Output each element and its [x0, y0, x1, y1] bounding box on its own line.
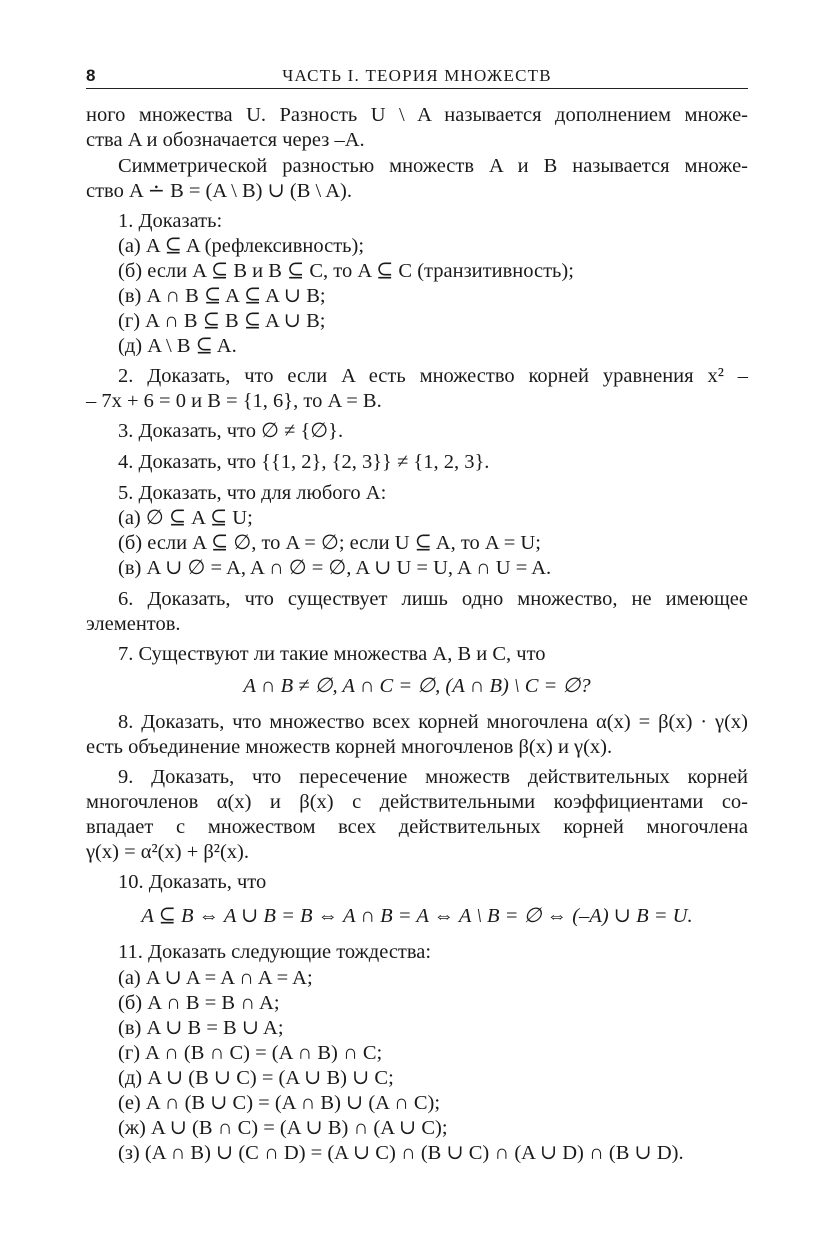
problem-text: 2. Доказать, что если A есть множество корней уравнения x² – — [118, 365, 748, 387]
problem-text: 10. Доказать, что — [118, 871, 267, 893]
running-header — [86, 64, 748, 89]
problem-heading: 5. Доказать, что для любого A: — [118, 482, 387, 504]
display-formula: A ⊆ B ⇔ A ∪ B = B ⇔ A ∩ B = A ⇔ A \ B = ∅ ⇔ (–A) ∪ B = U. — [141, 905, 693, 927]
problem-item: (а) A ∪ A = A ∩ A = A; — [118, 967, 313, 989]
running-head-title: ЧАСТЬ I. ТЕОРИЯ МНОЖЕСТВ — [282, 66, 552, 85]
problem-item: (в) A ∩ B ⊆ A ⊆ A ∪ B; — [118, 285, 326, 307]
problem-text: 8. Доказать, что множество всех корней многочлена α(x) = β(x) · γ(x) — [118, 711, 748, 733]
text-line: Симметрической разностью множеств A и B называется множе- — [118, 155, 748, 177]
problem-text: 9. Доказать, что пересечение множеств действительных корней — [118, 766, 748, 788]
problem-item: (б) A ∩ B = B ∩ A; — [118, 992, 280, 1014]
problem-text: есть объединение множеств корней многочленов β(x) и γ(x). — [86, 736, 613, 758]
problem-text: 3. Доказать, что ∅ ≠ {∅}. — [118, 420, 344, 442]
problem-text: многочленов α(x) и β(x) с действительными коэффициентами со- — [86, 791, 748, 813]
text-line: ство A ∸ B = (A \ B) ∪ (B \ A). — [86, 180, 352, 202]
problem-item: (з) (A ∩ B) ∪ (C ∩ D) = (A ∪ C) ∩ (B ∪ C) ∩ (A ∪ D) ∩ (B ∪ D). — [118, 1142, 684, 1164]
problem-item: (г) A ∩ (B ∩ C) = (A ∩ B) ∩ C; — [118, 1042, 383, 1064]
page-number: 8 — [86, 66, 96, 85]
problem-item: (г) A ∩ B ⊆ B ⊆ A ∪ B; — [118, 310, 326, 332]
problem-item: (а) A ⊆ A (рефлексивность); — [118, 235, 365, 257]
problem-item: (д) A \ B ⊆ A. — [118, 335, 237, 357]
problem-item: (д) A ∪ (B ∪ C) = (A ∪ B) ∪ C; — [118, 1067, 394, 1089]
problem-text: 7. Существуют ли такие множества A, B и C, что — [118, 643, 546, 665]
problem-text: впадает с множеством всех действительных корней многочлена — [86, 816, 748, 838]
text-line: ства A и обозначается через –A. — [86, 129, 365, 151]
problem-item: (б) если A ⊆ ∅, то A = ∅; если U ⊆ A, то A = U; — [118, 532, 541, 554]
display-formula: A ∩ B ≠ ∅, A ∩ C = ∅, (A ∩ B) \ C = ∅? — [243, 675, 591, 697]
problem-text: элементов. — [86, 613, 181, 635]
problem-heading: 11. Доказать следующие тождества: — [118, 941, 432, 963]
problem-text: 4. Доказать, что {{1, 2}, {2, 3}} ≠ {1, 2, 3}. — [118, 451, 490, 473]
problem-text: γ(x) = α²(x) + β²(x). — [86, 841, 249, 863]
problem-item: (в) A ∪ ∅ = A, A ∩ ∅ = ∅, A ∪ U = U, A ∩ U = A. — [118, 557, 552, 579]
problem-heading: 1. Доказать: — [118, 210, 223, 232]
problem-item: (ж) A ∪ (B ∩ C) = (A ∪ B) ∩ (A ∪ C); — [118, 1117, 448, 1139]
problem-item: (б) если A ⊆ B и B ⊆ C, то A ⊆ C (транзитивность); — [118, 260, 574, 282]
problem-text: – 7x + 6 = 0 и B = {1, 6}, то A = B. — [86, 390, 382, 412]
text-line: ного множества U. Разность U \ A называется дополнением множе- — [86, 104, 748, 126]
problem-item: (а) ∅ ⊆ A ⊆ U; — [118, 507, 253, 529]
problem-item: (в) A ∪ B = B ∪ A; — [118, 1017, 284, 1039]
problem-text: 6. Доказать, что существует лишь одно множество, не имеющее — [118, 588, 748, 610]
problem-item: (е) A ∩ (B ∪ C) = (A ∩ B) ∪ (A ∩ C); — [118, 1092, 441, 1114]
